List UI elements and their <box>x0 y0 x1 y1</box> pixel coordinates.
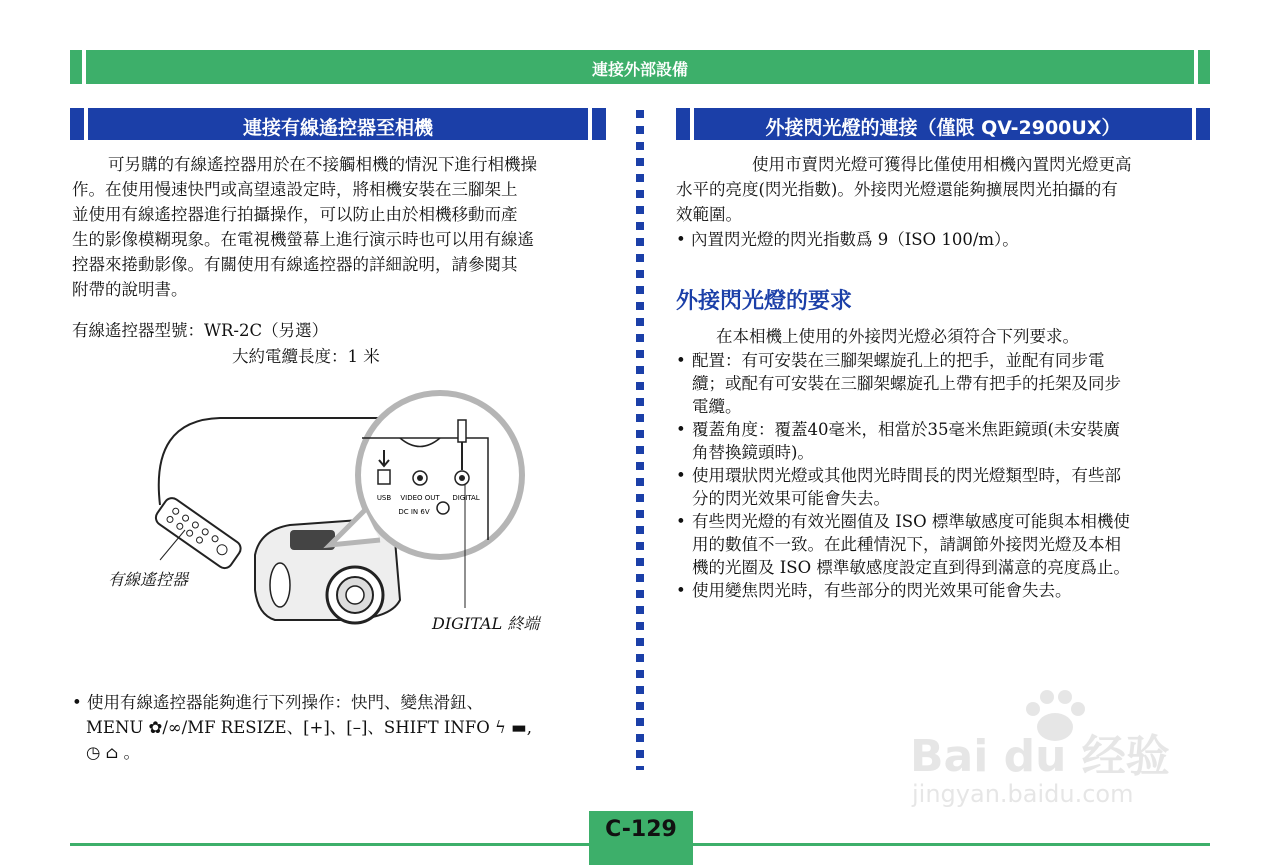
dc-in-port-label: DC IN 6V <box>398 508 430 516</box>
left-section-heading <box>70 108 606 140</box>
guide-number-line: 內置閃光燈的閃光指數爲 9（ISO 100/m）。 <box>690 230 1019 249</box>
page-number-box <box>589 811 693 865</box>
remote-operations-text: • 使用有線遙控器能夠進行下列操作：快門、變焦滑鈕、 MENU ✿/∞/MF RESIZE、[+]、[–]、SHIFT INFO ϟ ▬, ◷ ⌂ 。 <box>72 690 632 765</box>
wired-remote-icon <box>153 495 244 571</box>
ops-line: MENU ✿/∞/MF RESIZE、[+]、[–]、SHIFT INFO ϟ ▬, <box>86 718 532 737</box>
right-intro-paragraph: 使用市賣閃光燈可獲得比僅使用相機內置閃光燈更高 水平的亮度(閃光指數)。外接閃光燈還能夠擴展閃光拍攝的有 效範圍。 • 內置閃光燈的閃光指數爲 9（ISO 100/m）。 <box>676 152 1216 252</box>
watermark-url: jingyan.baidu.com <box>912 780 1134 808</box>
left-intro-line: 可另購的有線遙控器用於在不接觸相機的情況下進行相機操 <box>108 155 537 174</box>
left-intro-line: 作。在使用慢速快門或高望遠設定時，將相機安裝在三腳架上 <box>72 180 518 199</box>
chapter-title: 連接外部設備 <box>591 60 688 79</box>
list-item: • 覆蓋角度：覆蓋40毫米，相當於35毫米焦距鏡頭(未安裝廣 角替換鏡頭時)。 <box>676 418 1216 464</box>
remote-model-line: 有線遙控器型號：WR-2C（另選） <box>72 321 329 340</box>
ops-line: 使用有線遙控器能夠進行下列操作：快門、變焦滑鈕、 <box>86 693 483 712</box>
camera-icon <box>255 520 400 623</box>
page-number: C-129 <box>605 817 677 842</box>
left-intro-line: 生的影像模糊現象。在電視機螢幕上進行演示時也可以用有線遙 <box>72 230 534 249</box>
right-intro-line: 水平的亮度(閃光指數)。外接閃光燈還能夠擴展閃光拍攝的有 <box>676 180 1118 199</box>
list-item: • 使用變焦閃光時，有些部分的閃光效果可能會失去。 <box>676 579 1216 602</box>
right-intro-line: 效範圍。 <box>676 205 742 224</box>
remote-caption: 有線遙控器 <box>108 570 189 589</box>
right-section-title: 外接閃光燈的連接（僅限 QV-2900UX） <box>765 117 1121 139</box>
digital-port-label: DIGITAL <box>452 494 480 502</box>
list-item: • 配置：有可安裝在三腳架螺旋孔上的把手，並配有同步電 纜；或配有可安裝在三腳架螺旋孔上帶有把手的托架及同步 電纜。 <box>676 349 1216 418</box>
video-out-port-label: VIDEO OUT <box>400 494 440 502</box>
column-divider <box>636 110 644 770</box>
left-intro-line: 並使用有線遙控器進行拍攝操作，可以防止由於相機移動而產 <box>72 205 518 224</box>
right-intro-line: 使用市賣閃光燈可獲得比僅使用相機內置閃光燈更高 <box>752 155 1132 174</box>
remote-connection-diagram <box>100 380 540 650</box>
requirements-list <box>676 349 1216 602</box>
left-intro-line: 附帶的說明書。 <box>72 280 188 299</box>
requirements-intro: 在本相機上使用的外接閃光燈必須符合下列要求。 <box>716 327 1079 346</box>
usb-port-label: USB <box>376 494 392 502</box>
chapter-header-bar <box>70 50 1210 84</box>
ops-line: ◷ ⌂ 。 <box>86 743 140 762</box>
right-section-heading <box>676 108 1210 140</box>
cable-length-line: 大約電纜長度：1 米 <box>232 347 380 366</box>
left-intro-paragraph <box>72 152 612 302</box>
left-section-title: 連接有線遙控器至相機 <box>242 117 433 139</box>
left-intro-line: 控器來捲動影像。有關使用有線遙控器的詳細說明，請參閱其 <box>72 255 518 274</box>
list-item: • 使用環狀閃光燈或其他閃光時間長的閃光燈類型時，有些部 分的閃光效果可能會失去。 <box>676 464 1216 510</box>
watermark-brand: Bai du 经验 <box>910 731 1170 782</box>
list-item: • 有些閃光燈的有效光圈值及 ISO 標準敏感度可能與本相機使 用的數值不一致。在此種情況下，請調節外接閃光燈及本相 機的光圈及 ISO 標準敏感度設定直到得到滿意的亮度爲止。 <box>676 510 1216 579</box>
digital-terminal-caption: DIGITAL 終端 <box>432 614 540 633</box>
baidu-watermark <box>900 685 1220 810</box>
flash-requirements-heading: 外接閃光燈的要求 <box>676 289 853 314</box>
